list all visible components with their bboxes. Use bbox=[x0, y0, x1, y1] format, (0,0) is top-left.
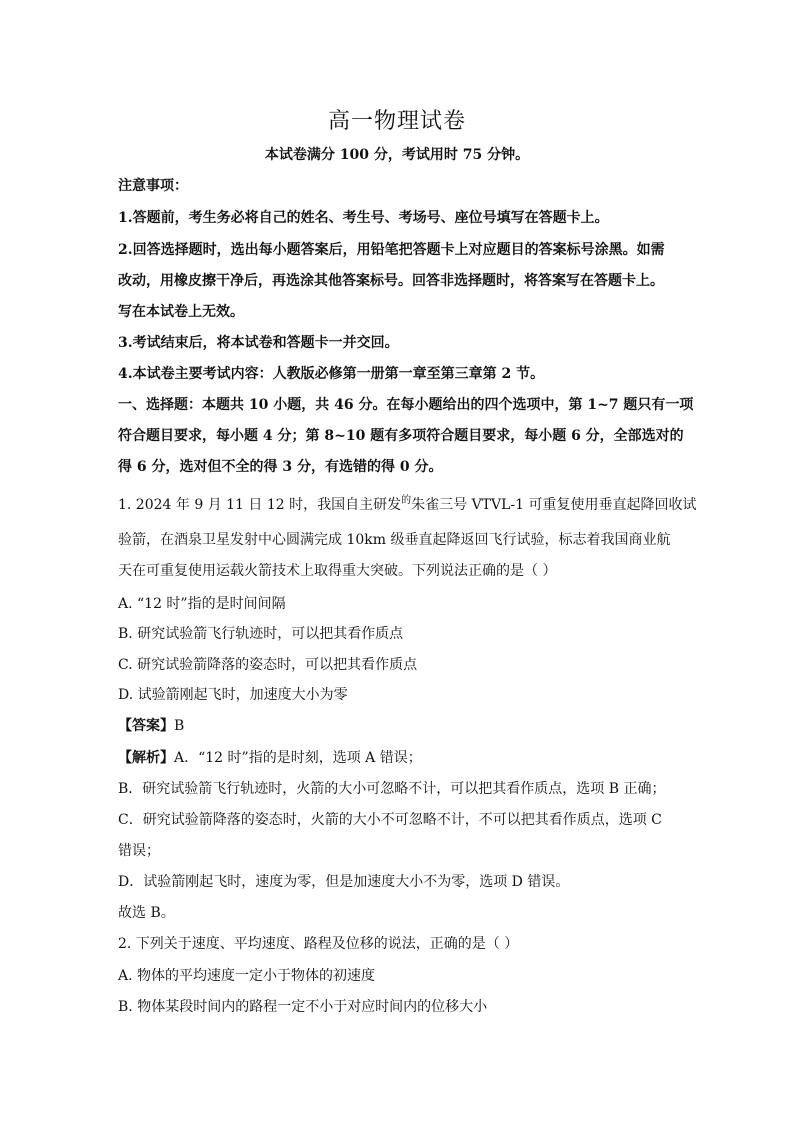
question-1-stem-line: 天在可重复使用运载火箭技术上取得重大突破。下列说法正确的是（ ） bbox=[118, 563, 557, 579]
question-2-option-b: B. 物体某段时间内的路程一定不小于对应时间内的位移大小 bbox=[118, 999, 488, 1015]
analysis-line: A．“12 时”指的是时刻，选项 A 错误； bbox=[174, 750, 422, 766]
notice-item: 2.回答选择题时，选出每小题答案后，用铅笔把答题卡上对应题目的答案标号涂黑。如需 bbox=[118, 242, 665, 258]
analysis-line: 错误； bbox=[118, 843, 160, 859]
notice-item: 3.考试结束后，将本试卷和答题卡一并交回。 bbox=[118, 335, 399, 351]
section-instruction: 得 6 分，选对但不全的得 3 分，有选错的得 0 分。 bbox=[118, 459, 443, 475]
question-1-stem bbox=[118, 495, 697, 517]
answer-label: 【答案】 bbox=[118, 718, 174, 734]
notice-item: 写在本试卷上无效。 bbox=[118, 304, 244, 320]
question-1-option-a: A. “12 时”指的是时间间隔 bbox=[118, 596, 286, 612]
notice-item: 改动，用橡皮擦干净后，再选涂其他答案标号。回答非选择题时，将答案写在答题卡上。 bbox=[118, 273, 664, 289]
page-title: 高一物理试卷 bbox=[327, 109, 466, 134]
section-instruction: 符合题目要求，每小题 4 分；第 8~10 题有多项符合题目要求，每小题 6 分，全部选对的 bbox=[118, 428, 684, 444]
question-1-stem-part: 朱雀三号 VTVL-1 可重复使用垂直起降回收试 bbox=[411, 497, 697, 513]
question-1-option-c: C. 研究试验箭降落的姿态时，可以把其看作质点 bbox=[118, 657, 418, 673]
question-2-stem: 2. 下列关于速度、平均速度、路程及位移的说法，正确的是（ ） bbox=[118, 936, 519, 952]
analysis-label: 【解析】 bbox=[118, 750, 174, 766]
question-1-stem-part: 1. 2024 年 9 月 11 日 12 时，我国自主研发 bbox=[118, 497, 402, 513]
analysis-line: C．研究试验箭降落的姿态时，火箭的大小不可忽略不计，不可以把其看作质点，选项 C bbox=[118, 812, 662, 828]
question-1-answer bbox=[118, 716, 678, 736]
question-2-option-a: A. 物体的平均速度一定小于物体的初速度 bbox=[118, 968, 376, 984]
exam-subtitle: 本试卷满分 100 分，考试用时 75 分钟。 bbox=[264, 147, 530, 163]
notice-heading: 注意事项： bbox=[118, 178, 188, 194]
answer-value: B bbox=[174, 718, 185, 734]
question-1-analysis bbox=[118, 748, 678, 768]
question-1-option-d: D. 试验箭刚起飞时，加速度大小为零 bbox=[118, 687, 348, 703]
analysis-line: 故选 B。 bbox=[118, 905, 175, 921]
question-1-option-b: B. 研究试验箭飞行轨迹时，可以把其看作质点 bbox=[118, 626, 404, 642]
analysis-line: B．研究试验箭飞行轨迹时，火箭的大小可忽略不计，可以把其看作质点，选项 B 正确； bbox=[118, 781, 666, 797]
question-1-stem-sup: 的 bbox=[401, 495, 412, 506]
section-instruction: 一、选择题：本题共 10 小题，共 46 分。在每小题给出的四个选项中，第 1~7 题只有一项 bbox=[118, 397, 694, 413]
question-1-stem-line: 验箭，在酒泉卫星发射中心圆满完成 10km 级垂直起降返回飞行试验，标志着我国商业航 bbox=[118, 532, 671, 548]
notice-item: 1.答题前，考生务必将自己的姓名、考生号、考场号、座位号填写在答题卡上。 bbox=[118, 210, 609, 226]
analysis-line: D．试验箭刚起飞时，速度为零，但是加速度大小不为零，选项 D 错误。 bbox=[118, 874, 570, 890]
notice-item: 4.本试卷主要考试内容：人教版必修第一册第一章至第三章第 2 节。 bbox=[118, 366, 545, 382]
